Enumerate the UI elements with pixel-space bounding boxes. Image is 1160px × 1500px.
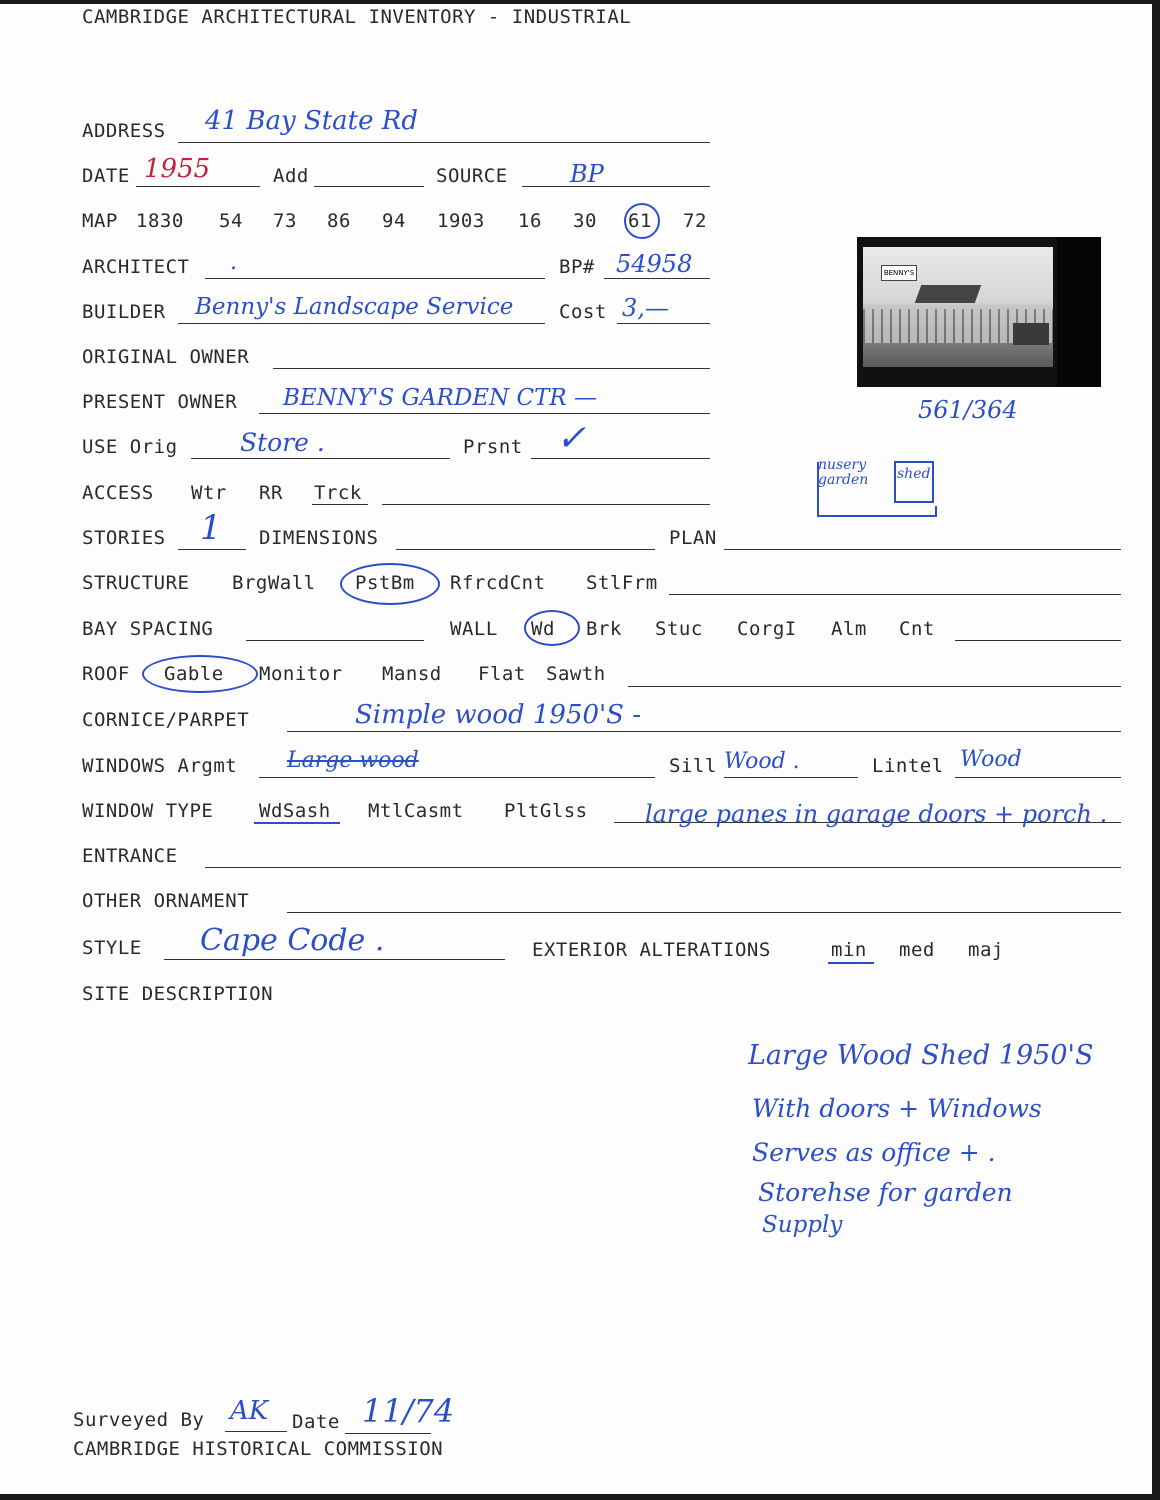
address-label: ADDRESS <box>82 120 166 142</box>
structure-option-stlfrm: StlFrm <box>586 572 658 594</box>
note-line-4: Storehse for garden <box>758 1178 1013 1207</box>
address-line <box>178 142 710 143</box>
wall-label: WALL <box>450 618 498 640</box>
wall-option-brk: Brk <box>586 618 622 640</box>
cornice-label: CORNICE/PARPET <box>82 709 250 731</box>
wd-circle-mark <box>524 610 580 646</box>
roof-option-monitor: Monitor <box>259 663 343 685</box>
architect-label: ARCHITECT <box>82 256 190 278</box>
use-orig-label: USE Orig <box>82 436 178 458</box>
note-line-1: Large Wood Shed 1950'S <box>748 1040 1094 1071</box>
cornice-value: Simple wood 1950'S - <box>355 700 642 730</box>
stories-label: STORIES <box>82 527 166 549</box>
builder-value: Benny's Landscape Service <box>195 294 514 320</box>
sill-value: Wood . <box>724 749 800 774</box>
lintel-label: Lintel <box>872 755 944 777</box>
photo-sign: BENNY'S <box>881 265 917 281</box>
wall-option-alm: Alm <box>831 618 867 640</box>
map-61-circle-mark <box>624 203 660 239</box>
surveyed-by-label: Surveyed By <box>73 1409 205 1431</box>
date-value: 1955 <box>144 154 211 184</box>
sketch-right-text: shed <box>897 466 931 482</box>
roof-option-sawth: Sawth <box>546 663 606 685</box>
map-year-72: 72 <box>683 210 707 232</box>
commission-name: CAMBRIDGE HISTORICAL COMMISSION <box>73 1438 444 1460</box>
wall-option-corgi: CorgI <box>737 618 797 640</box>
plan-label: PLAN <box>669 527 717 549</box>
access-option-rr: RR <box>259 482 283 504</box>
windows-argmt-line <box>259 777 655 778</box>
date-line <box>136 186 260 187</box>
trck-underline <box>312 504 368 505</box>
cornice-line <box>287 731 1121 732</box>
source-label: SOURCE <box>436 165 508 187</box>
original-owner-line <box>273 368 710 369</box>
architect-value: . <box>230 250 237 275</box>
window-type-label: WINDOW TYPE <box>82 800 214 822</box>
structure-option-brgwall: BrgWall <box>232 572 316 594</box>
roof-option-flat: Flat <box>478 663 526 685</box>
map-year-1903: 1903 <box>437 210 485 232</box>
original-owner-label: ORIGINAL OWNER <box>82 346 250 368</box>
note-line-2: With doors + Windows <box>752 1094 1042 1123</box>
lintel-value: Wood <box>960 747 1022 772</box>
use-orig-value: Store . <box>240 428 325 457</box>
map-year-86: 86 <box>327 210 351 232</box>
form-title: CAMBRIDGE ARCHITECTURAL INVENTORY - INDUSTRIAL <box>82 6 632 28</box>
min-mark <box>828 962 874 964</box>
wall-option-wd: Wd <box>531 618 555 640</box>
source-value: BP <box>570 160 604 188</box>
site-description-label: SITE DESCRIPTION <box>82 983 274 1005</box>
stories-line <box>178 549 246 550</box>
style-value: Cape Code . <box>200 923 385 958</box>
map-year-61: 61 <box>628 210 652 232</box>
roof-option-mansd: Mansd <box>382 663 442 685</box>
entrance-label: ENTRANCE <box>82 845 178 867</box>
photo-caption: 561/364 <box>918 396 1018 424</box>
note-line-3: Serves as office + . <box>752 1138 996 1167</box>
dimensions-line <box>396 549 655 550</box>
photo-roof <box>915 285 982 303</box>
entrance-line <box>205 867 1121 868</box>
style-line <box>164 959 505 960</box>
window-type-option-wdsash: WdSash <box>259 800 331 822</box>
building-photo <box>857 237 1101 387</box>
present-owner-line <box>259 413 710 414</box>
use-orig-line <box>191 458 450 459</box>
photo-truck <box>1013 323 1049 345</box>
prsnt-value: ✓ <box>556 418 587 459</box>
wdsash-mark <box>254 822 340 824</box>
alterations-option-med: med <box>899 939 935 961</box>
surveyed-by-value: AK <box>230 1396 269 1426</box>
bay-spacing-label: BAY SPACING <box>82 618 214 640</box>
survey-date-value: 11/74 <box>362 1392 455 1430</box>
map-label: MAP <box>82 210 118 232</box>
roof-option-gable: Gable <box>164 663 224 685</box>
bp-line <box>604 278 710 279</box>
photo-image <box>863 247 1053 367</box>
dimensions-label: DIMENSIONS <box>259 527 379 549</box>
other-ornament-line <box>287 912 1121 913</box>
surveyed-by-line <box>225 1431 287 1432</box>
wall-option-cnt: Cnt <box>899 618 935 640</box>
cost-label: Cost <box>559 301 607 323</box>
stories-value: 1 <box>200 508 222 548</box>
survey-date-label: Date <box>292 1411 340 1433</box>
prsnt-label: Prsnt <box>463 436 523 458</box>
access-option-trck: Trck <box>314 482 362 504</box>
sill-line <box>724 777 858 778</box>
access-line <box>382 504 710 505</box>
windows-argmt-value: Large wood <box>287 748 419 773</box>
map-year-94: 94 <box>382 210 406 232</box>
source-line <box>522 186 710 187</box>
window-type-option-mtlcasmt: MtlCasmt <box>368 800 464 822</box>
builder-label: BUILDER <box>82 301 166 323</box>
note-line-5: Supply <box>762 1212 843 1238</box>
present-owner-label: PRESENT OWNER <box>82 391 238 413</box>
sketch-left-text: nusery garden <box>818 457 869 488</box>
plan-line <box>724 549 1121 550</box>
gable-circle-mark <box>142 655 258 693</box>
map-year-73: 73 <box>273 210 297 232</box>
exterior-alterations-label: EXTERIOR ALTERATIONS <box>532 939 771 961</box>
photo-film-strip <box>1057 237 1101 387</box>
alterations-option-maj: maj <box>968 939 1004 961</box>
window-type-option-pltglss: PltGlss <box>504 800 588 822</box>
roof-label: ROOF <box>82 663 130 685</box>
wall-line <box>955 640 1121 641</box>
structure-option-pstbm: PstBm <box>355 572 415 594</box>
lintel-line <box>955 777 1121 778</box>
add-line <box>314 186 424 187</box>
structure-option-rfrcdcnt: RfrcdCnt <box>450 572 546 594</box>
structure-line <box>669 594 1121 595</box>
map-year-54: 54 <box>219 210 243 232</box>
builder-line <box>178 323 545 324</box>
other-ornament-label: OTHER ORNAMENT <box>82 890 250 912</box>
structure-label: STRUCTURE <box>82 572 190 594</box>
survey-date-line <box>345 1433 431 1434</box>
cost-value: 3,— <box>622 294 669 322</box>
pstbm-circle-mark <box>340 563 440 605</box>
architect-line <box>205 278 545 279</box>
access-label: ACCESS <box>82 482 154 504</box>
access-option-wtr: Wtr <box>191 482 227 504</box>
alterations-option-min: min <box>831 939 867 961</box>
bay-spacing-line <box>246 640 424 641</box>
bp-value: 54958 <box>616 250 693 278</box>
map-year-1830: 1830 <box>136 210 184 232</box>
date-label: DATE <box>82 165 130 187</box>
scan-edge-top <box>0 0 1160 4</box>
map-year-30: 30 <box>573 210 597 232</box>
roof-line <box>628 686 1121 687</box>
sill-label: Sill <box>669 755 717 777</box>
bp-label: BP# <box>559 256 595 278</box>
windows-argmt-label: WINDOWS Argmt <box>82 755 238 777</box>
style-label: STYLE <box>82 937 142 959</box>
add-label: Add <box>273 165 309 187</box>
wall-option-stuc: Stuc <box>655 618 703 640</box>
present-owner-value: BENNY'S GARDEN CTR — <box>283 385 598 411</box>
cost-line <box>617 323 710 324</box>
map-year-16: 16 <box>518 210 542 232</box>
scan-edge-right <box>1152 0 1160 1500</box>
address-value: 41 Bay State Rd <box>205 106 418 136</box>
scan-edge-bottom <box>0 1494 1160 1500</box>
window-type-value: large panes in garage doors + porch . <box>645 800 1108 828</box>
